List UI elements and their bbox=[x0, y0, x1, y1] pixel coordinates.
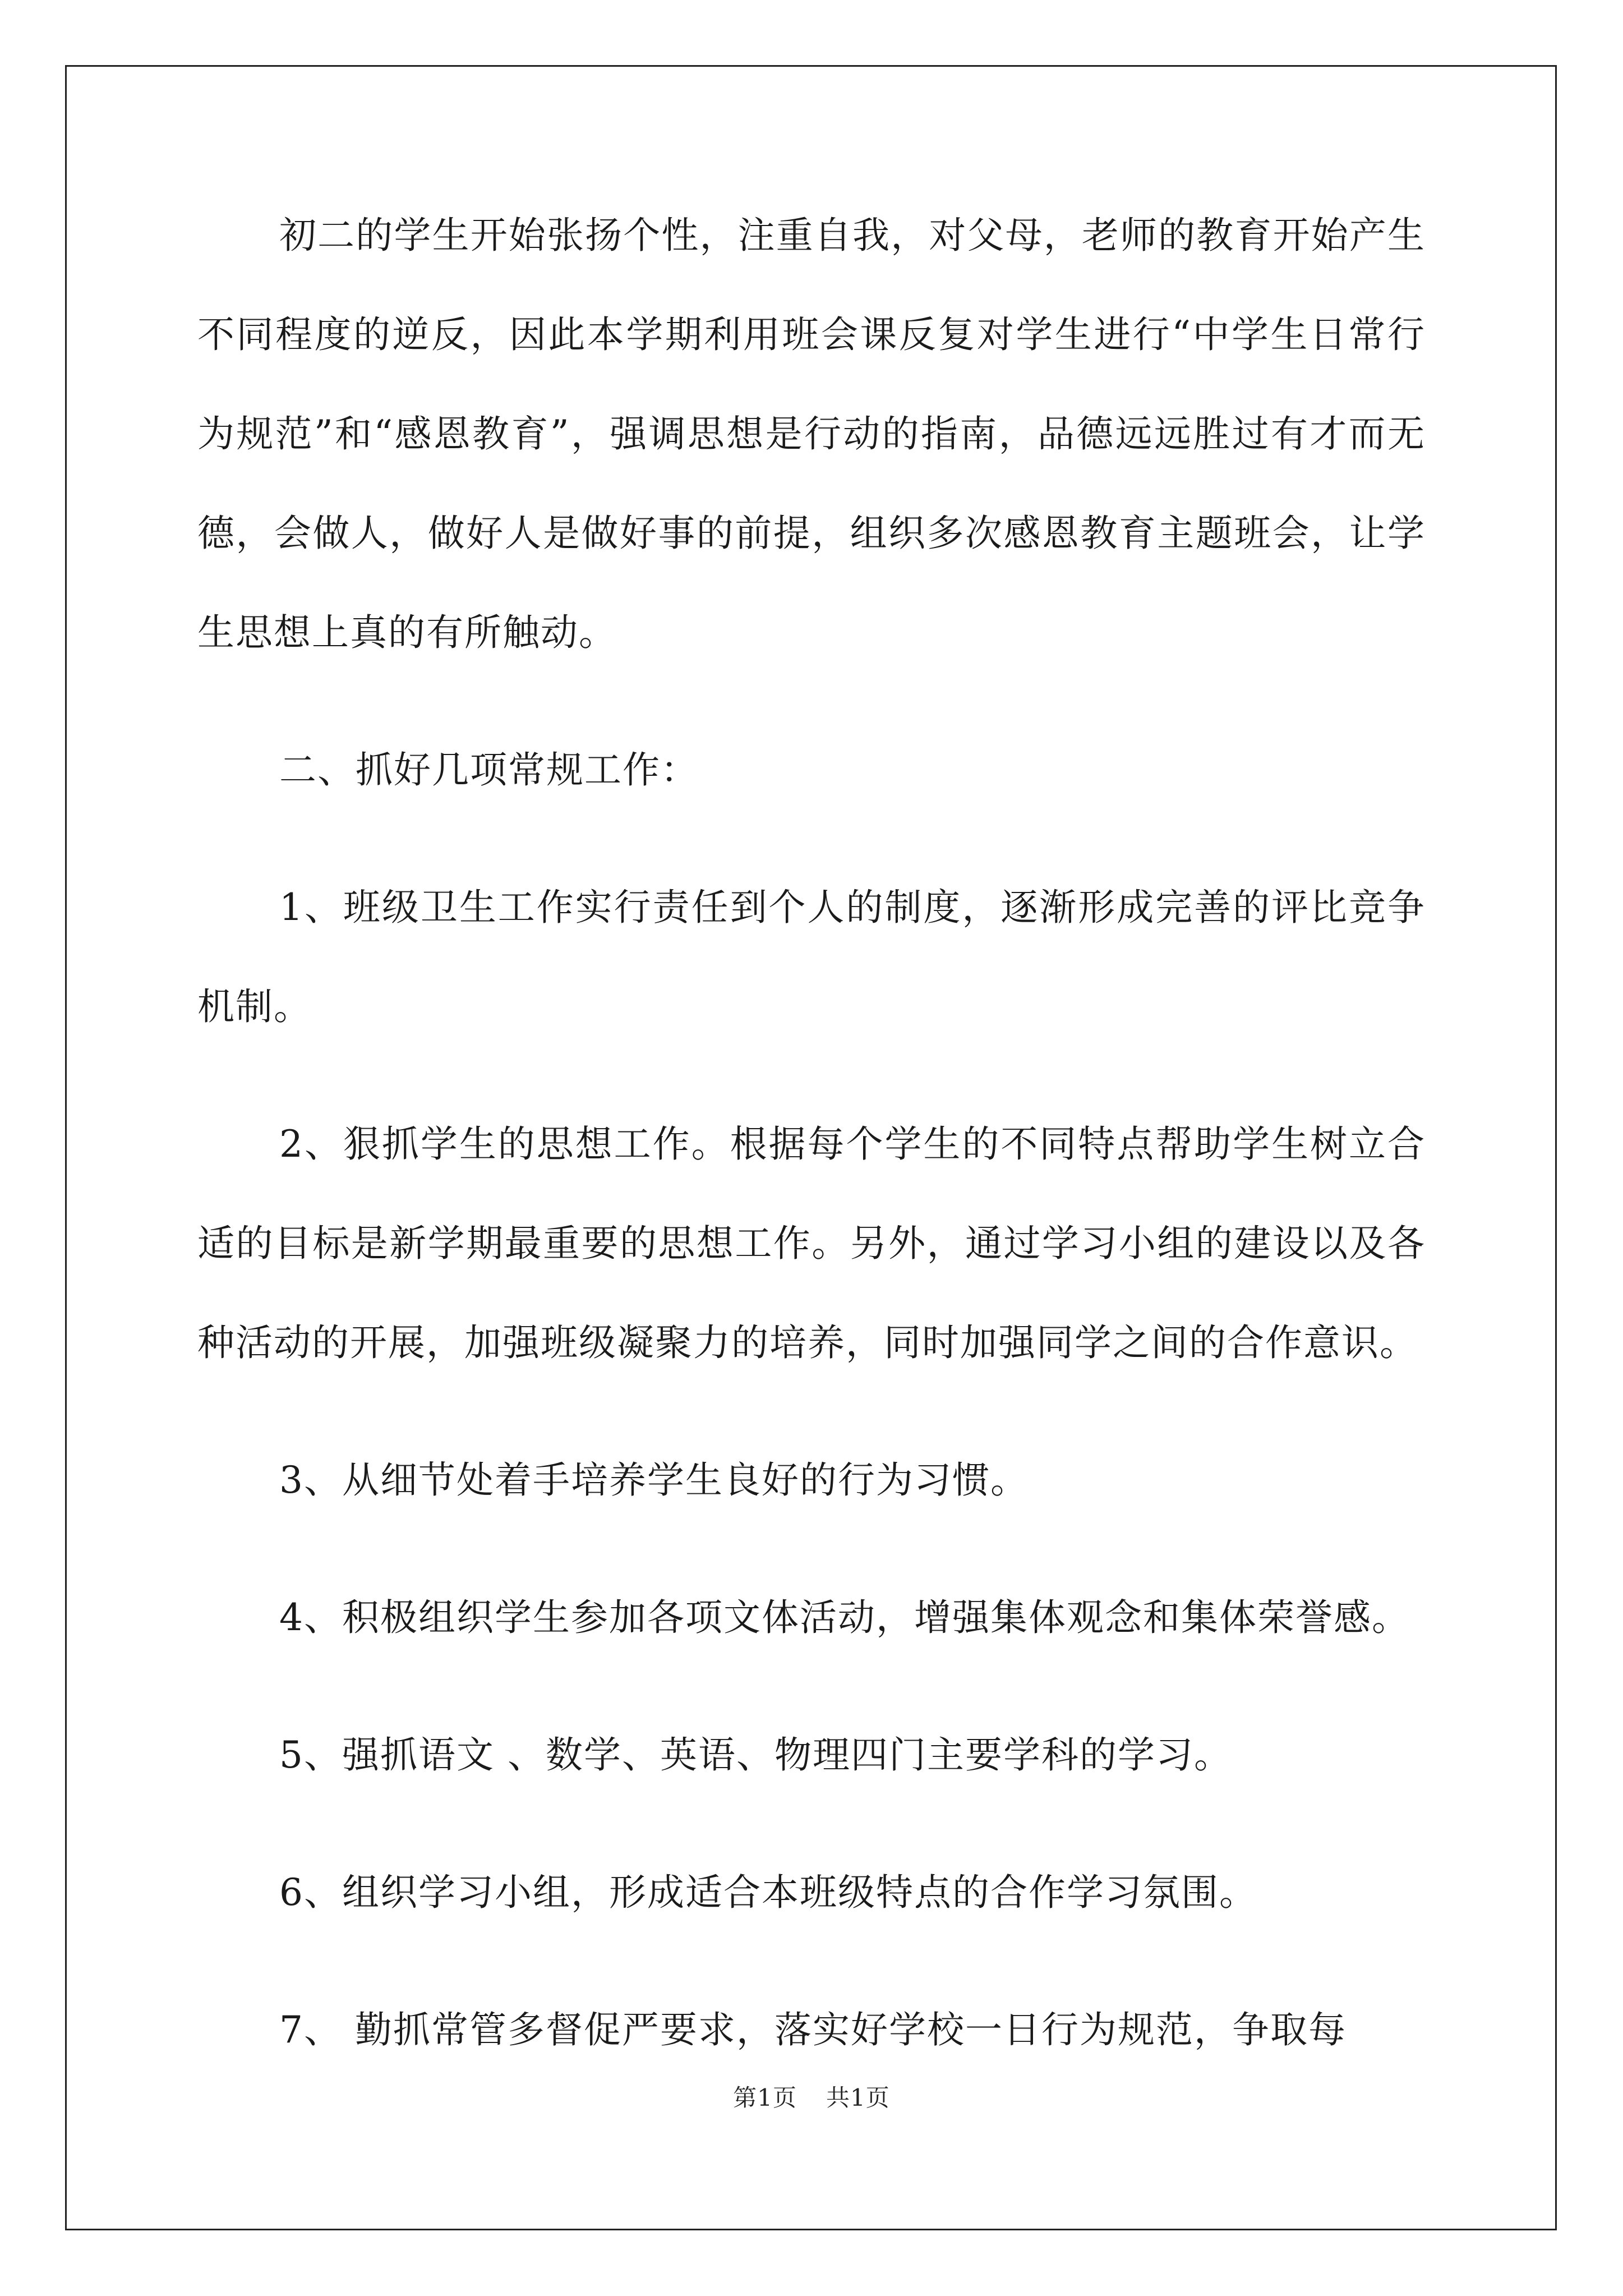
document-body bbox=[197, 215, 1426, 2118]
list-item: 1、班级卫生工作实行责任到个人的制度，逐渐形成完善的评比竞争机制。 bbox=[197, 886, 1426, 1028]
page-number: 第1页 bbox=[733, 2084, 797, 2111]
list-item: 5、强抓语文 、数学、英语、物理四门主要学科的学习。 bbox=[279, 1733, 1232, 1777]
page-footer bbox=[0, 2079, 1623, 2113]
paragraph: 初二的学生开始张扬个性，注重自我，对父母，老师的教育开始产生不同程度的逆反，因此本学期利用班会课反复对学生进行“中学生日常行为规范”和“感恩教育”，强调思想是行动的指南，品德远远胜过有才而无德，会做人，做好人是做好事的前提，组织多次感恩教育主题班会，让学生思想上真的有所触动。 bbox=[197, 214, 1426, 654]
page-total: 共1页 bbox=[826, 2084, 890, 2111]
list-item: 3、从细节处着手培养学生良好的行为习惯。 bbox=[279, 1458, 1029, 1502]
list-item: 4、积极组织学生参加各项文体活动，增强集体观念和集体荣誉感。 bbox=[279, 1596, 1410, 1639]
list-item: 2、狠抓学生的思想工作。根据每个学生的不同特点帮助学生树立合适的目标是新学期最重要的思想工作。另外，通过学习小组的建设以及各种活动的开展，加强班级凝聚力的培养，同时加强同学之间的合作意识。 bbox=[197, 1122, 1426, 1364]
list-item: 6、组织学习小组，形成适合本班级特点的合作学习氛围。 bbox=[279, 1871, 1257, 1914]
section-heading: 二、抓好几项常规工作： bbox=[279, 748, 699, 792]
list-item: 7、 勤抓常管多督促严要求，落实好学校一日行为规范，争取每 bbox=[279, 2008, 1347, 2051]
